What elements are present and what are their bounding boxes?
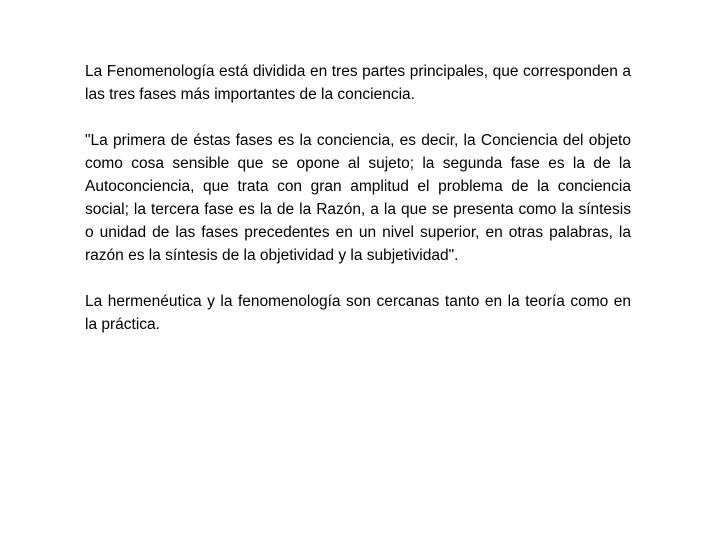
paragraph-fases-quote: "La primera de éstas fases es la conciencia, es decir, la Conciencia del objeto como cosa sensible que se opone al sujeto; la segunda fase es la de la Autoconciencia, que trata con gran amplitud el problema de la conciencia social; la tercera fase es la de la Razón, a la que se presenta como la síntesis o unidad de las fases precedentes en un nivel superior, en otras palabras, la razón es la síntesis de la objetividad y la subjetividad". xyxy=(85,132,631,264)
paragraph-fenomenologia-intro: La Fenomenología está dividida en tres partes principales, que corresponden a las tres fases más importantes de la conciencia. xyxy=(85,63,631,103)
slide-text-block xyxy=(85,60,631,359)
paragraph-hermeneutica: La hermenéutica y la fenomenología son cercanas tanto en la teoría como en la práctica. xyxy=(85,293,631,333)
